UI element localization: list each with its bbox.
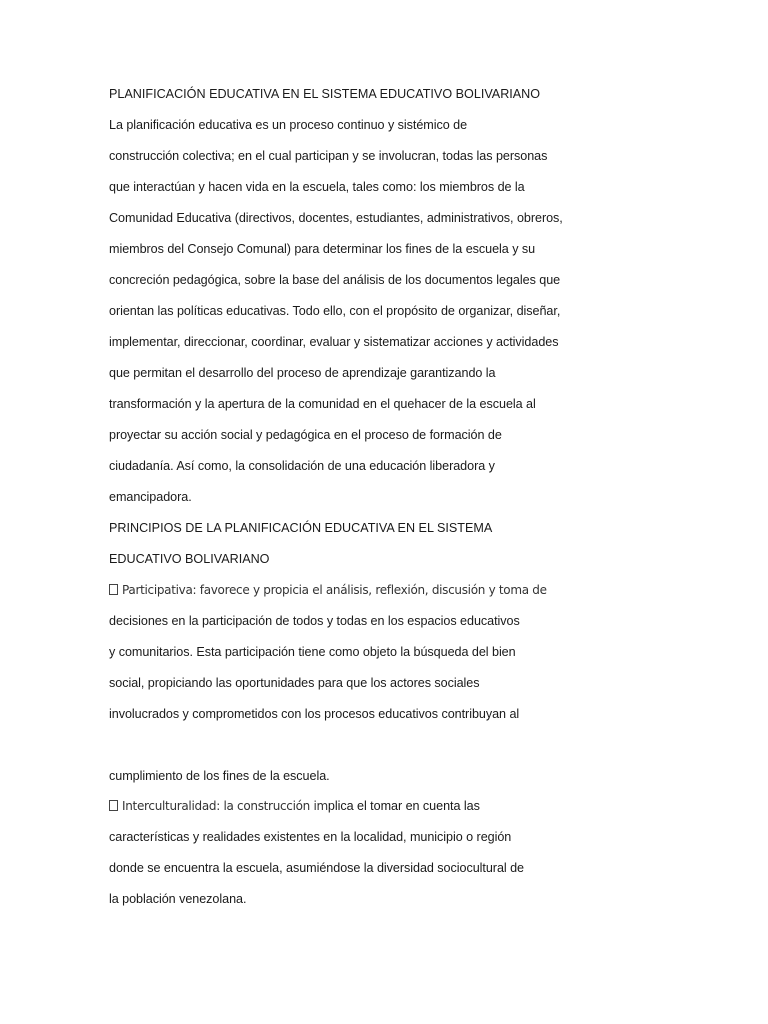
missing-glyph-bullet-icon xyxy=(109,800,118,811)
intro-line: concreción pedagógica, sobre la base del análisis de los documentos legales que xyxy=(109,273,561,287)
principles-heading: PRINCIPIOS DE LA PLANIFICACIÓN EDUCATIVA EN EL SISTEMA xyxy=(109,521,493,535)
intro-line: emancipadora. xyxy=(109,490,192,504)
principle-line: involucrados y comprometidos con los procesos educativos contribuyan al xyxy=(109,707,520,721)
principle-line: social, propiciando las oportunidades para que los actores sociales xyxy=(109,676,480,690)
document-title: PLANIFICACIÓN EDUCATIVA EN EL SISTEMA EDUCATIVO BOLIVARIANO xyxy=(109,87,541,101)
intro-line: La planificación educativa es un proceso continuo y sistémico de xyxy=(109,118,468,132)
principle-line: características y realidades existentes en la localidad, municipio o región xyxy=(109,830,512,844)
principle-participativa xyxy=(109,582,547,598)
intro-line: miembros del Consejo Comunal) para determinar los fines de la escuela y su xyxy=(109,242,536,256)
intro-line: transformación y la apertura de la comunidad en el quehacer de la escuela al xyxy=(109,397,536,411)
intro-line: que interactúan y hacen vida en la escuela, tales como: los miembros de la xyxy=(109,180,525,194)
principle-interculturalidad xyxy=(109,798,480,814)
principle-interculturalidad-text-b: plica el tomar en cuenta las xyxy=(327,799,480,813)
missing-glyph-bullet-icon xyxy=(109,584,118,595)
intro-line: ciudadanía. Así como, la consolidación de una educación liberadora y xyxy=(109,459,495,473)
intro-line: proyectar su acción social y pedagógica en el proceso de formación de xyxy=(109,428,502,442)
principle-interculturalidad-text-a: Interculturalidad: la construcción im xyxy=(122,799,328,813)
intro-line: orientan las políticas educativas. Todo ello, con el propósito de organizar, diseñar, xyxy=(109,304,561,318)
intro-line: Comunidad Educativa (directivos, docentes, estudiantes, administrativos, obreros, xyxy=(109,211,563,225)
principle-line: decisiones en la participación de todos y todas en los espacios educativos xyxy=(109,614,520,628)
principle-line: y comunitarios. Esta participación tiene como objeto la búsqueda del bien xyxy=(109,645,516,659)
intro-line: que permitan el desarrollo del proceso de aprendizaje garantizando la xyxy=(109,366,496,380)
principle-line: donde se encuentra la escuela, asumiéndose la diversidad sociocultural de xyxy=(109,861,525,875)
principles-heading: EDUCATIVO BOLIVARIANO xyxy=(109,552,270,566)
principle-line: cumplimiento de los fines de la escuela. xyxy=(109,769,330,783)
intro-line: implementar, direccionar, coordinar, evaluar y sistematizar acciones y actividades xyxy=(109,335,559,349)
intro-line: construcción colectiva; en el cual participan y se involucran, todas las personas xyxy=(109,149,548,163)
principle-participativa-text: Participativa: favorece y propicia el análisis, reflexión, discusión y toma de xyxy=(122,583,547,597)
principle-line: la población venezolana. xyxy=(109,892,247,906)
